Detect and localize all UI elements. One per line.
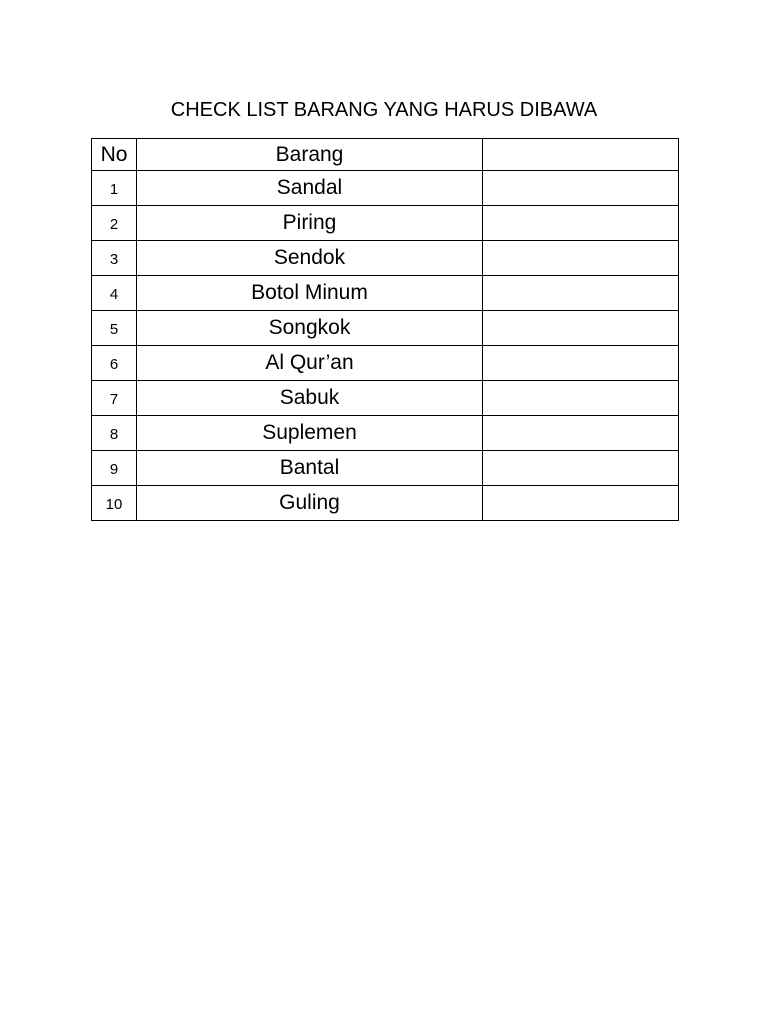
row-item: Botol Minum <box>137 276 483 311</box>
row-number: 1 <box>92 171 137 206</box>
row-number: 4 <box>92 276 137 311</box>
table-row <box>92 241 679 276</box>
row-item: Al Qur’an <box>137 346 483 381</box>
row-item: Songkok <box>137 311 483 346</box>
table-row <box>92 416 679 451</box>
row-check-cell[interactable] <box>483 171 679 206</box>
table-row <box>92 346 679 381</box>
row-check-cell[interactable] <box>483 206 679 241</box>
row-item: Suplemen <box>137 416 483 451</box>
page-title: CHECK LIST BARANG YANG HARUS DIBAWA <box>170 99 598 121</box>
row-number: 6 <box>92 346 137 381</box>
table-row <box>92 486 679 521</box>
checklist-table <box>91 138 679 521</box>
table-header-row <box>92 139 679 171</box>
header-item: Barang <box>137 139 483 171</box>
row-check-cell[interactable] <box>483 346 679 381</box>
row-number: 7 <box>92 381 137 416</box>
row-number: 2 <box>92 206 137 241</box>
row-number: 9 <box>92 451 137 486</box>
row-check-cell[interactable] <box>483 416 679 451</box>
row-item: Piring <box>137 206 483 241</box>
row-number: 3 <box>92 241 137 276</box>
row-check-cell[interactable] <box>483 311 679 346</box>
header-no: No <box>92 139 137 171</box>
table-row <box>92 276 679 311</box>
row-item: Bantal <box>137 451 483 486</box>
row-check-cell[interactable] <box>483 276 679 311</box>
table-row <box>92 451 679 486</box>
row-check-cell[interactable] <box>483 241 679 276</box>
table-row <box>92 171 679 206</box>
row-item: Sandal <box>137 171 483 206</box>
table-row <box>92 311 679 346</box>
row-item: Sendok <box>137 241 483 276</box>
table-row <box>92 381 679 416</box>
row-number: 8 <box>92 416 137 451</box>
row-number: 5 <box>92 311 137 346</box>
row-number: 10 <box>92 486 137 521</box>
row-item: Guling <box>137 486 483 521</box>
table-row <box>92 206 679 241</box>
row-check-cell[interactable] <box>483 451 679 486</box>
row-item: Sabuk <box>137 381 483 416</box>
row-check-cell[interactable] <box>483 486 679 521</box>
row-check-cell[interactable] <box>483 381 679 416</box>
header-check <box>483 139 679 171</box>
